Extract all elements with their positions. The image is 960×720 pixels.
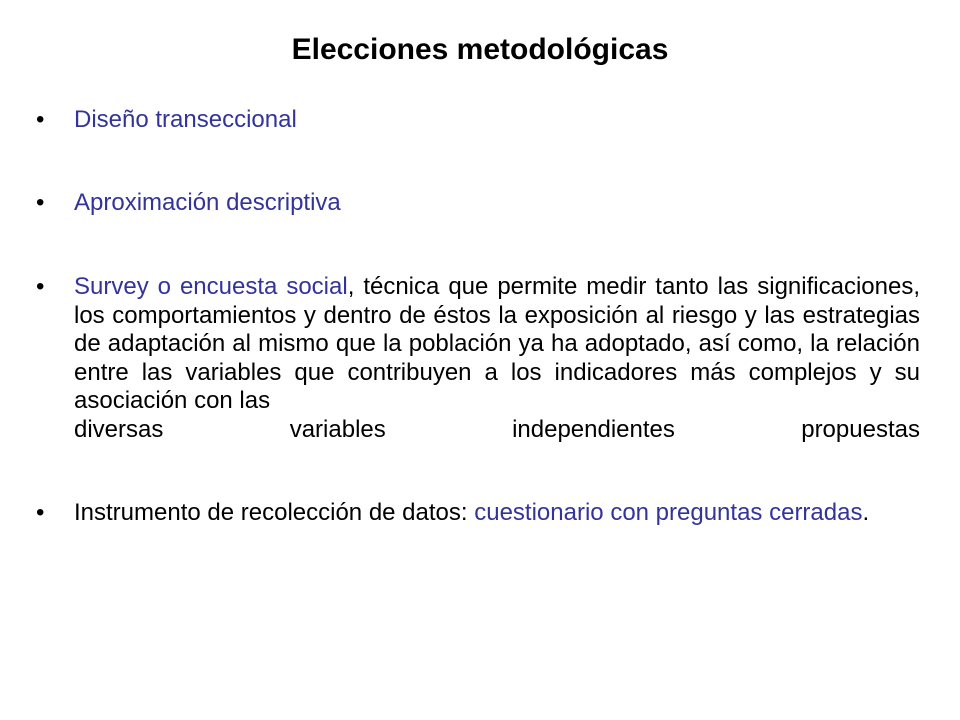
bullet-paragraph <box>74 273 920 416</box>
bullet-highlight: cuestionario con preguntas cerradas <box>474 499 863 526</box>
bullet-text: Aproximación descriptiva <box>74 188 341 216</box>
bullet-last-line <box>74 416 920 445</box>
bullet-text: Diseño transeccional <box>74 106 297 133</box>
slide-title: Elecciones metodológicas <box>291 33 669 66</box>
bullet-text: Instrumento de recolección de datos: <box>74 499 475 526</box>
bullet-dot: • <box>36 188 45 216</box>
bullet-item <box>36 189 920 218</box>
bullet-end: . <box>862 499 870 526</box>
bullet-text: , técnica que permite medir tanto las significaciones, los comportamientos y dentro de éstos la exposición al riesgo y las estrategias de adaptación al mismo que la población ya ha adoptado, así como, la relación entre las variables que contribuyen a los indicadores más complejos y su asociación con las <box>74 273 920 414</box>
bullet-dot: • <box>36 499 45 526</box>
bullet-item <box>36 273 920 444</box>
bullet-highlight: Survey o encuesta social <box>74 273 348 300</box>
last-line-word: diversas <box>74 415 164 443</box>
bullet-item <box>36 106 920 135</box>
last-line-word: independientes <box>512 415 675 443</box>
bullet-dot: • <box>36 106 45 133</box>
last-line-word: variables <box>289 415 386 443</box>
bullet-list <box>36 106 920 528</box>
bullet-dot: • <box>36 273 45 300</box>
bullet-item <box>36 499 920 528</box>
last-line-word: propuestas <box>801 415 920 443</box>
